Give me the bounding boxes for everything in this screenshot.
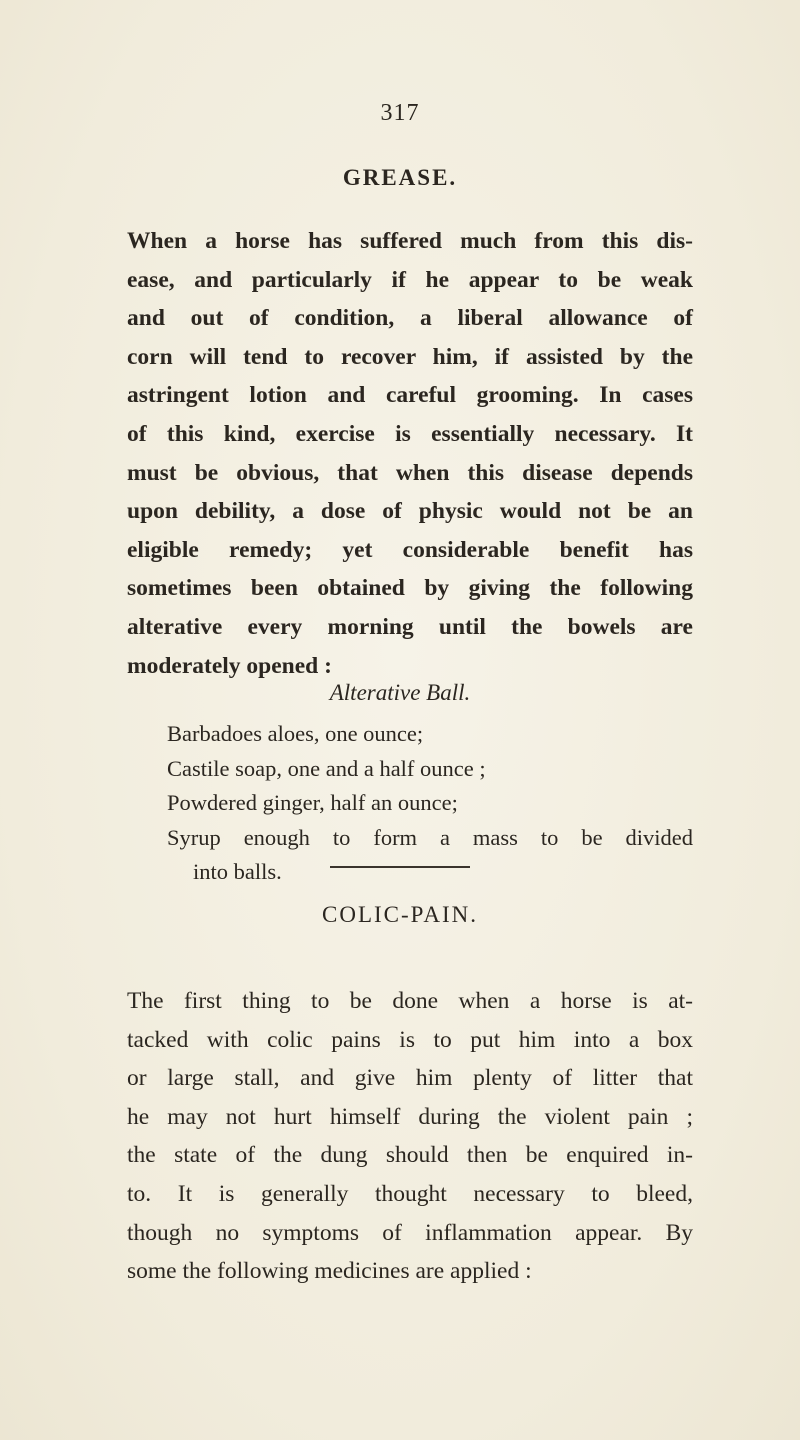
- section-heading-colic: COLIC-PAIN.: [322, 902, 478, 927]
- grease-paragraph: [127, 222, 693, 685]
- text-line: astringent lotion and careful grooming. In cases: [127, 382, 693, 409]
- text-line: corn will tend to recover him, if assisted by the: [127, 343, 693, 370]
- recipe-list: [167, 717, 693, 890]
- colic-paragraph: [127, 982, 693, 1291]
- text-line: some the following medicines are applied :: [127, 1258, 532, 1285]
- text-line: sometimes been obtained by giving the following: [127, 575, 693, 602]
- text-line: The first thing to be done when a horse is at-: [127, 988, 693, 1014]
- recipe-title: Alterative Ball.: [329, 680, 471, 705]
- text-line: moderately opened :: [127, 652, 332, 679]
- text-line: When a horse has suffered much from this dis-: [127, 228, 693, 254]
- text-line: of this kind, exercise is essentially necessary. It: [127, 420, 693, 447]
- page-number: 317: [380, 100, 420, 126]
- text-line: the state of the dung should then be enquired in-: [127, 1142, 693, 1169]
- text-line: must be obvious, that when this disease depends: [127, 459, 693, 486]
- recipe-item: Powdered ginger, half an ounce;: [167, 790, 458, 815]
- text-line: and out of condition, a liberal allowance of: [127, 305, 693, 332]
- text-line: to. It is generally thought necessary to bleed,: [127, 1180, 693, 1207]
- recipe-item: into balls.: [193, 859, 282, 884]
- text-line: or large stall, and give him plenty of litter that: [127, 1065, 693, 1092]
- recipe-item: Castile soap, one and a half ounce ;: [167, 755, 486, 781]
- text-line: tacked with colic pains is to put him into a box: [127, 1026, 693, 1053]
- text-line: alterative every morning until the bowels are: [127, 613, 693, 640]
- text-line: though no symptoms of inflammation appear. By: [127, 1219, 693, 1246]
- section-heading-grease: GREASE.: [342, 165, 458, 190]
- text-line: he may not hurt himself during the violent pain ;: [127, 1103, 693, 1130]
- text-line: upon debility, a dose of physic would not be an: [127, 498, 693, 525]
- recipe-item: Syrup enough to form a mass to be divided: [167, 824, 693, 850]
- section-divider: [330, 866, 470, 868]
- recipe-item: Barbadoes aloes, one ounce;: [167, 721, 424, 746]
- text-line: eligible remedy; yet considerable benefit has: [127, 536, 693, 563]
- text-line: ease, and particularly if he appear to be weak: [127, 266, 693, 293]
